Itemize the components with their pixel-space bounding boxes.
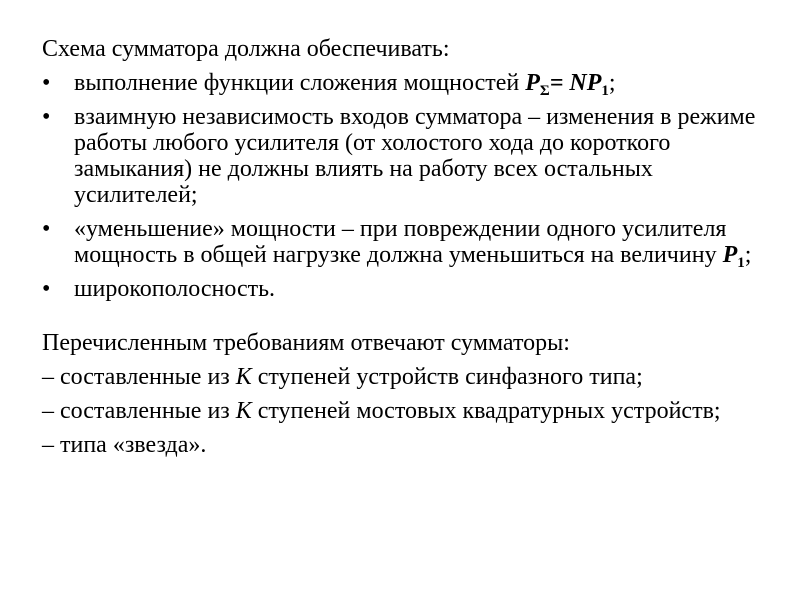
- bullet-icon: •: [42, 276, 51, 302]
- intro-text: Схема сумматора должна обеспечивать:: [42, 36, 450, 62]
- list-item-input-independence: [42, 104, 762, 208]
- dash-item-inphase: – составленные из К ступеней устройств синфазного типа;: [42, 364, 643, 390]
- item-text: широкополосность.: [74, 276, 276, 302]
- bullet-icon: •: [42, 70, 51, 96]
- requirements-list: [42, 70, 762, 302]
- list-item-power-reduction: • «уменьшение» мощности – при повреждении одного усилителя мощность в общей нагрузке должна уменьшиться на величину $P_1$;: [42, 216, 752, 271]
- formula-p-sigma: $P_\Sigma= NP_1$: [525, 70, 609, 99]
- slide-content: [42, 36, 762, 466]
- formula-p1: $P_1$: [722, 242, 745, 271]
- bullet-icon: •: [42, 104, 51, 130]
- list-item-broadband: [42, 276, 762, 302]
- list-item-power-summation: • выполнение функции сложения мощностей $P_\Sigma= NP_1$;: [42, 70, 616, 99]
- bullet-icon: •: [42, 216, 51, 242]
- dash-item-star: – типа «звезда».: [42, 432, 207, 458]
- item-text: взаимную независимость входов сумматора – изменения в режиме работы любого усилителя (от холостого хода до короткого замыкания) не должны влиять на работу всех остальных усилителей;: [74, 104, 756, 208]
- second-intro-text: Перечисленным требованиям отвечают сумматоры:: [42, 330, 570, 356]
- item-text: «уменьшение» мощности – при повреждении одного усилителя мощность в общей нагрузке должна уменьшиться на величину: [74, 216, 727, 268]
- item-text: выполнение функции сложения мощностей: [74, 70, 526, 96]
- dash-item-quadrature: – составленные из К ступеней мостовых квадратурных устройств;: [42, 398, 721, 424]
